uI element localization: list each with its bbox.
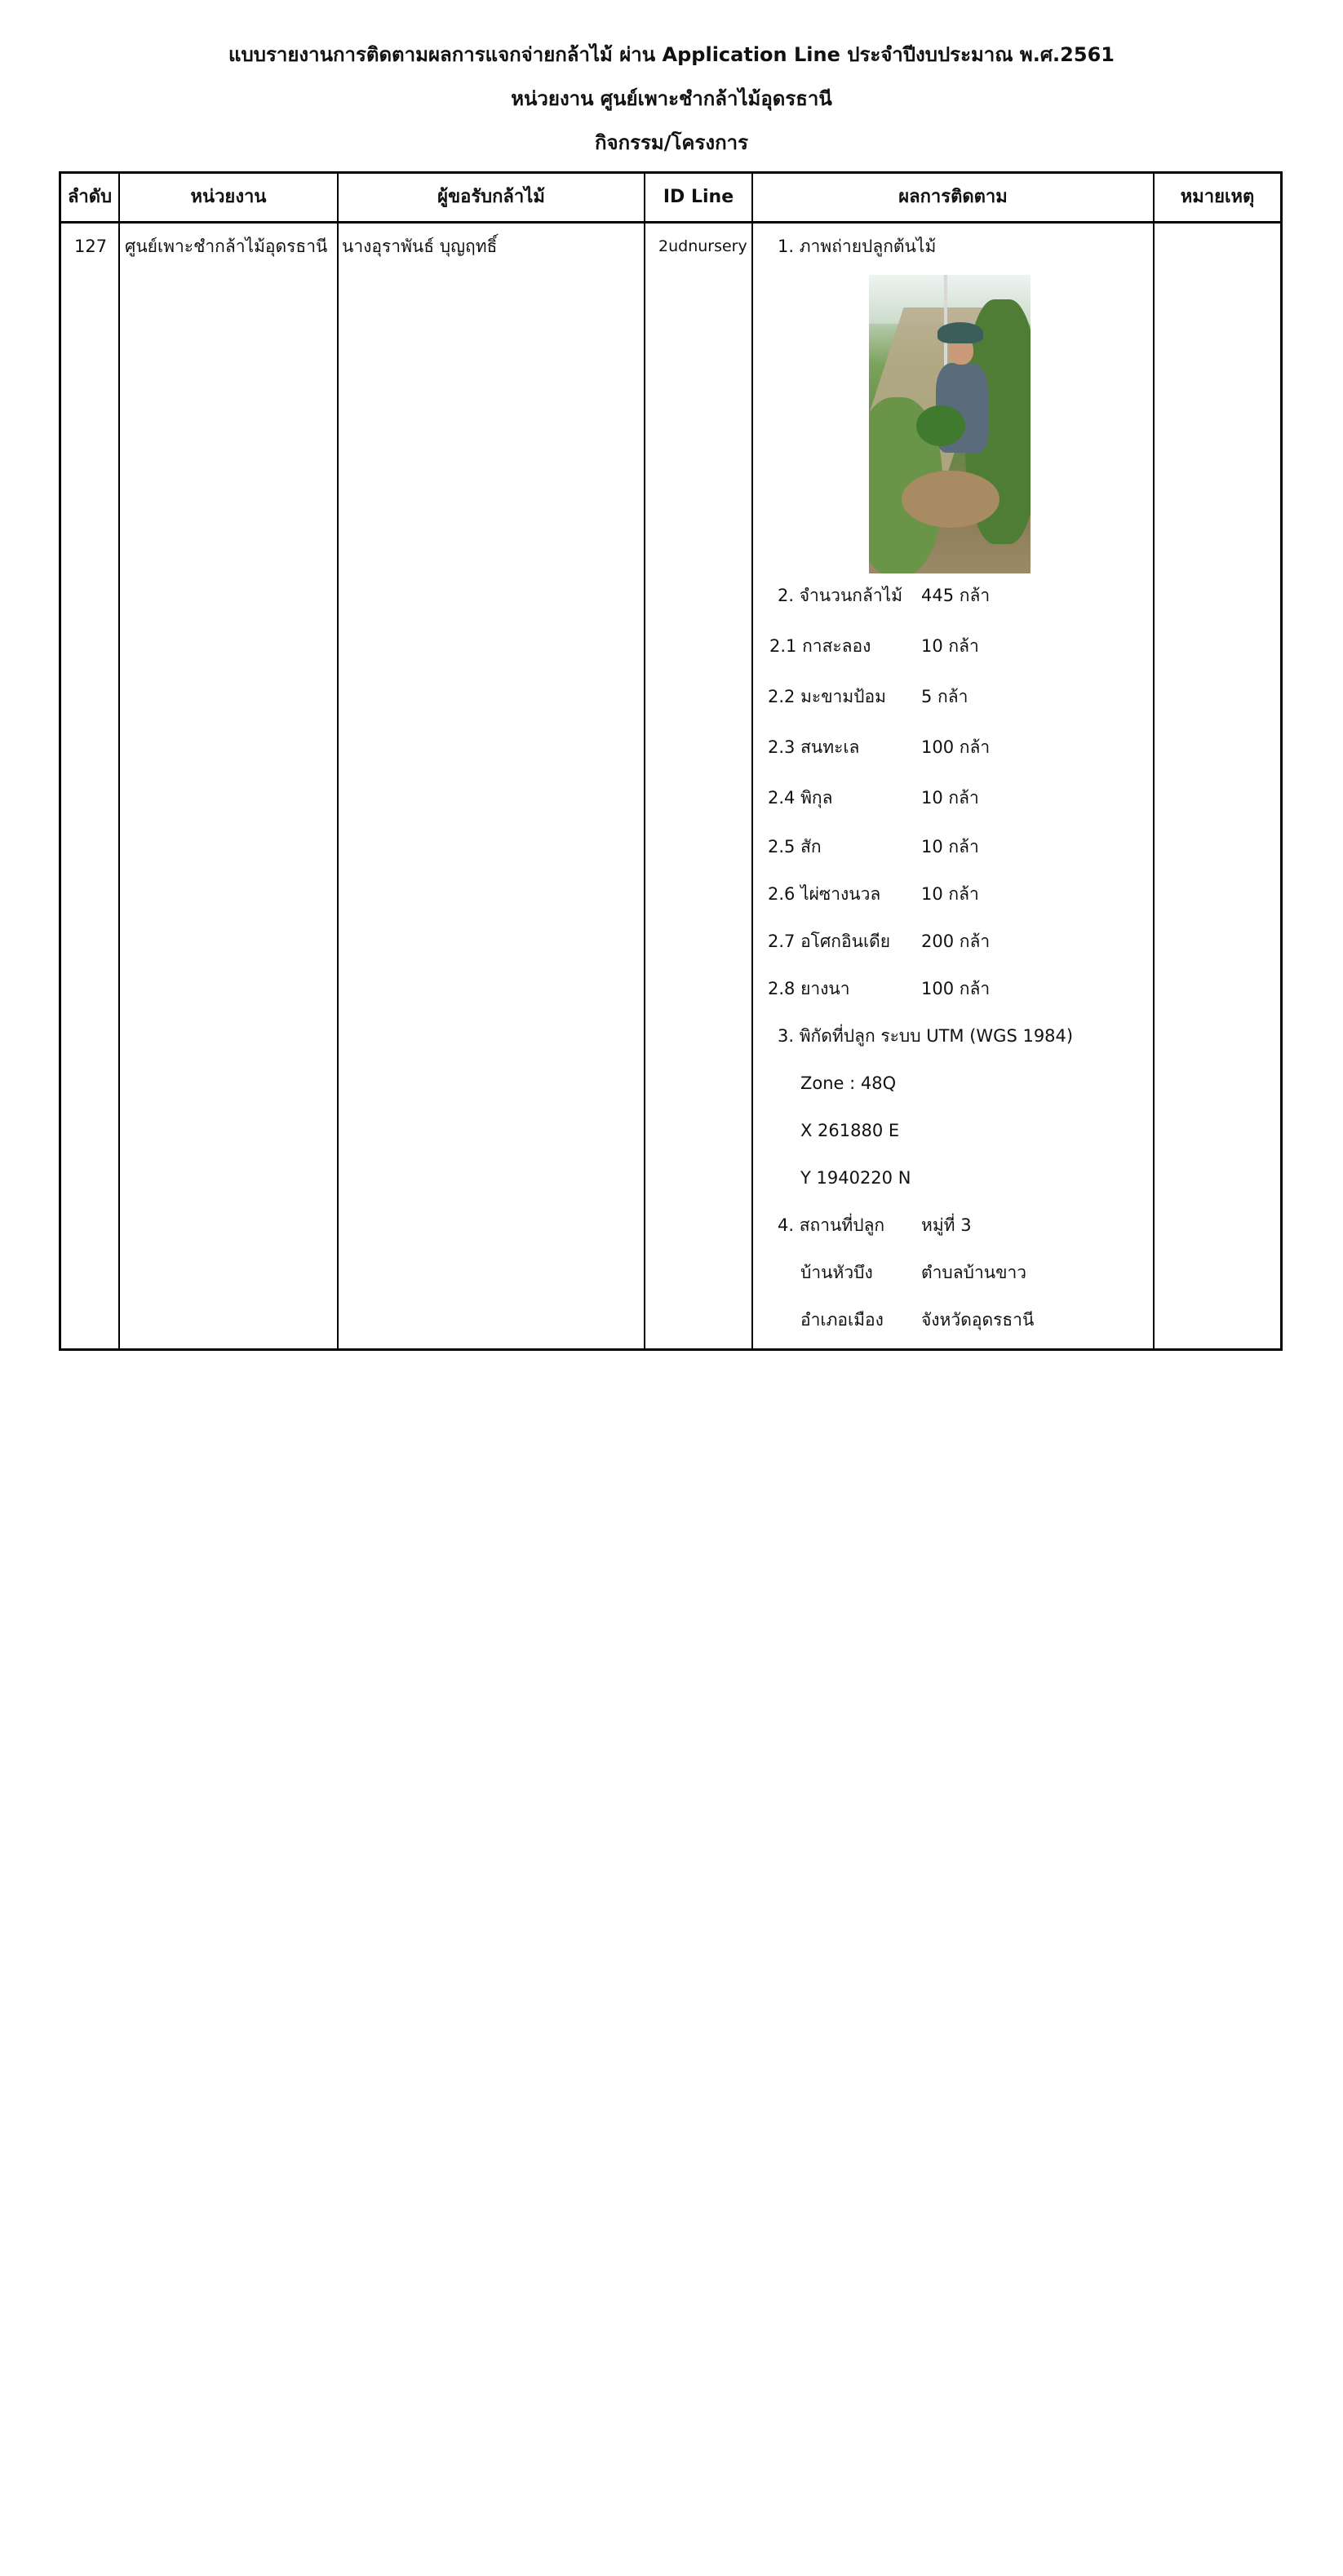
- col-header-recipient: ผู้ขอรับกล้าไม้: [437, 187, 545, 207]
- species-qty: 10 กล้า: [921, 788, 979, 808]
- seedling-total-value: 445 กล้า: [921, 586, 991, 605]
- coord-y: Y 1940220 N: [800, 1168, 911, 1188]
- location-village: บ้านหัวบึง: [800, 1263, 873, 1282]
- coord-label: 3. พิกัดที่ปลูก ระบบ UTM (WGS 1984): [778, 1026, 1074, 1046]
- species-name: 2.2 มะขามป้อม: [768, 687, 886, 706]
- cell-agency: ศูนย์เพาะชำกล้าไม้อุดรธานี: [125, 237, 328, 256]
- species-name: 2.6 ไผ่ซางนวล: [768, 884, 881, 904]
- header-divider: [61, 221, 1280, 224]
- col-divider: [118, 174, 120, 1348]
- species-qty: 10 กล้า: [921, 837, 979, 856]
- photo-label: 1. ภาพถ่ายปลูกต้นไม้: [778, 237, 937, 256]
- col-divider: [644, 174, 645, 1348]
- species-name: 2.8 ยางนา: [768, 979, 850, 998]
- cell-no: 127: [74, 237, 108, 256]
- species-name: 2.7 อโศกอินเดีย: [768, 932, 891, 951]
- seedling-total-label: 2. จำนวนกล้าไม้: [778, 586, 903, 605]
- cell-id-line: 2udnursery: [658, 237, 747, 255]
- species-qty: 100 กล้า: [921, 979, 991, 998]
- col-divider: [1153, 174, 1155, 1348]
- species-name: 2.5 สัก: [768, 837, 822, 856]
- col-header-id-line: ID Line: [663, 187, 734, 207]
- coord-x: X 261880 E: [800, 1121, 900, 1140]
- species-qty: 200 กล้า: [921, 932, 991, 951]
- agency-title: หน่วยงาน ศูนย์เพาะชำกล้าไม้อุดรธานี: [511, 87, 832, 110]
- species-qty: 100 กล้า: [921, 737, 991, 757]
- species-qty: 5 กล้า: [921, 687, 968, 706]
- location-village-no: หมู่ที่ 3: [921, 1215, 972, 1235]
- location-label: 4. สถานที่ปลูก: [778, 1215, 885, 1235]
- report-title: แบบรายงานการติดตามผลการแจกจ่ายกล้าไม้ ผ่าน Application Line ประจำปีงบประมาณ พ.ศ.2561: [228, 43, 1115, 66]
- activity-title: กิจกรรม/โครงการ: [595, 131, 748, 154]
- location-subdistrict: ตำบลบ้านขาว: [921, 1263, 1027, 1282]
- cell-recipient: นางอุราพันธ์ บุญฤทธิ์: [342, 237, 498, 256]
- col-divider: [751, 174, 753, 1348]
- planting-photo: [869, 275, 1031, 573]
- report-table: [59, 171, 1283, 1351]
- species-qty: 10 กล้า: [921, 636, 979, 656]
- col-header-agency: หน่วยงาน: [190, 187, 267, 207]
- col-header-result: ผลการติดตาม: [898, 187, 1008, 207]
- location-district: อำเภอเมือง: [800, 1310, 884, 1330]
- location-province: จังหวัดอุดรธานี: [921, 1310, 1035, 1330]
- species-name: 2.3 สนทะเล: [768, 737, 860, 757]
- col-header-remark: หมายเหตุ: [1180, 187, 1255, 207]
- species-name: 2.4 พิกุล: [768, 788, 833, 808]
- col-header-no: ลำดับ: [67, 187, 113, 207]
- species-qty: 10 กล้า: [921, 884, 979, 904]
- coord-zone: Zone : 48Q: [800, 1073, 897, 1093]
- species-name: 2.1 กาสะลอง: [769, 636, 871, 656]
- col-divider: [337, 174, 339, 1348]
